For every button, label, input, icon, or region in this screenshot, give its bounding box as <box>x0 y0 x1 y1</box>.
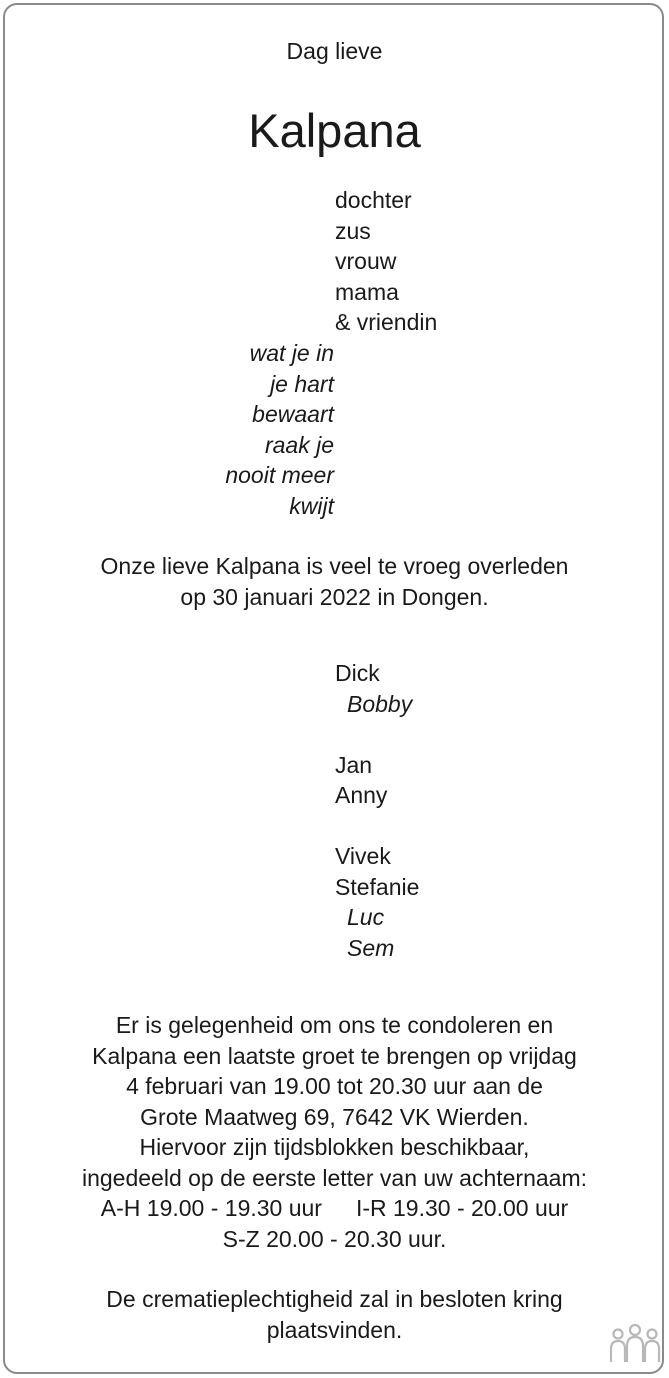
deceased-name: Kalpana <box>248 104 421 157</box>
family-member: Stefanie <box>335 873 420 900</box>
family-child: Luc <box>347 904 385 930</box>
people-group-icon <box>609 1322 661 1364</box>
announcement-line: op 30 januari 2022 in Dongen. <box>180 584 489 610</box>
poem-line: je hart <box>270 370 334 397</box>
condolence-line: 4 februari van 19.00 tot 20.30 uur aan de <box>126 1073 543 1099</box>
time-slots-row <box>0 1193 669 1224</box>
condolence-line: ingedeeld op de eerste letter van uw achternaam: <box>81 1164 588 1191</box>
poem-line: nooit meer <box>225 462 334 488</box>
poem-line: kwijt <box>289 492 334 519</box>
family-list <box>335 658 419 963</box>
condolence-info <box>0 1010 669 1254</box>
condolence-line: Kalpana een laatste groet te brengen op vrijdag <box>92 1042 577 1069</box>
condolence-line: Hiervoor zijn tijdsblokken beschikbaar, <box>139 1134 530 1160</box>
poem-line: raak je <box>264 431 334 458</box>
announcement-line: Onze lieve Kalpana is veel te vroeg overleden <box>100 553 569 579</box>
poem <box>225 338 334 521</box>
poem-line: bewaart <box>252 401 334 427</box>
closing-line: plaatsvinden. <box>266 1316 403 1343</box>
role-item: & vriendin <box>335 309 438 335</box>
roles-list <box>335 185 437 338</box>
condolence-line: Er is gelegenheid om ons te condoleren en <box>115 1012 554 1038</box>
family-member: Dick <box>335 660 380 686</box>
closing-text <box>0 1284 669 1345</box>
announcement <box>0 551 669 613</box>
closing-line: De crematieplechtigheid zal in besloten kring <box>106 1286 563 1312</box>
family-spacer <box>335 719 419 750</box>
time-slot-i-r: I-R 19.30 - 20.00 uur <box>355 1195 569 1221</box>
greeting: Dag lieve <box>286 38 383 64</box>
condolence-line: Grote Maatweg 69, 7642 VK Wierden. <box>140 1103 529 1130</box>
role-item: dochter <box>335 187 412 213</box>
time-slot-a-h: A-H 19.00 - 19.30 uur <box>100 1195 322 1221</box>
time-slot-s-z: S-Z 20.00 - 20.30 uur. <box>222 1225 447 1252</box>
family-member: Jan <box>335 751 373 778</box>
family-child: Sem <box>347 934 395 961</box>
family-member: Anny <box>335 782 388 808</box>
role-item: zus <box>335 217 371 244</box>
family-member: Vivek <box>335 843 391 869</box>
role-item: vrouw <box>335 248 397 274</box>
poem-line: wat je in <box>249 340 334 366</box>
family-child: Bobby <box>347 690 413 717</box>
family-spacer <box>335 811 419 842</box>
role-item: mama <box>335 278 399 305</box>
